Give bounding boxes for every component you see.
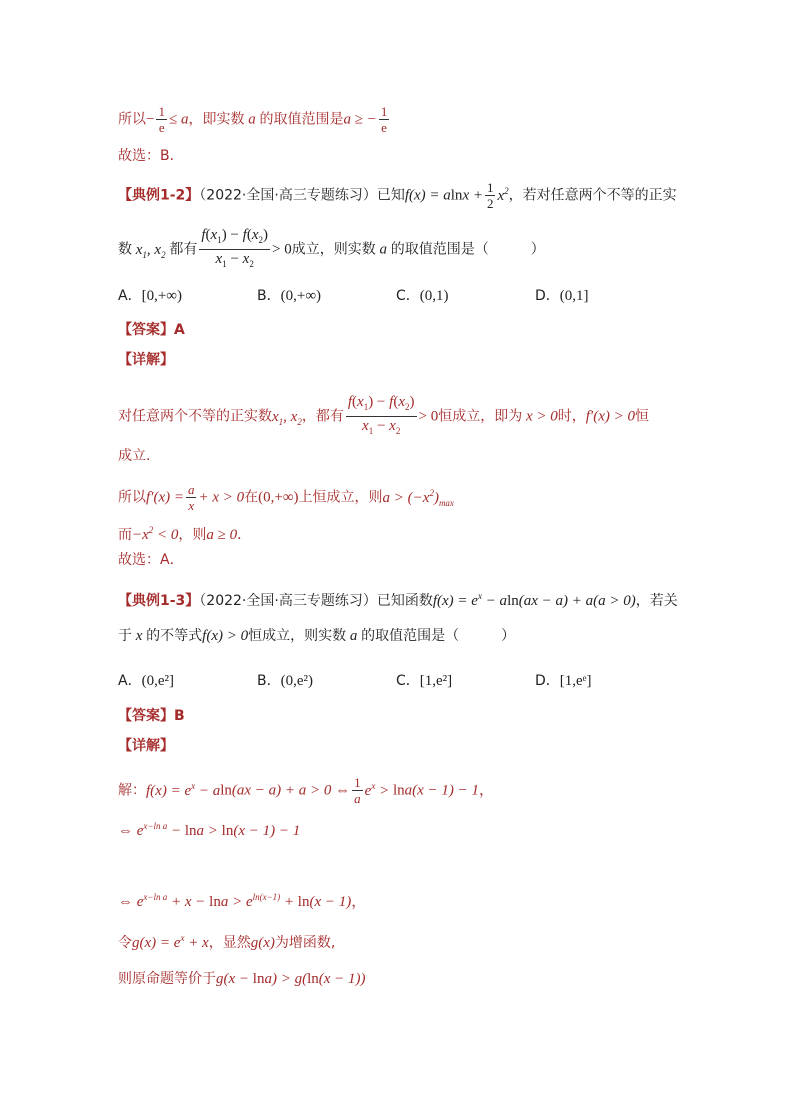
detail-line-1: 对任意两个不等的正实数$x_1$, $x_2$，都有 $\frac{f(x_1) - f(x_2)}{x_1 - x_2}$ > 0恒成立，即为 x > 0时，f′(x) > 0恒 <box>118 394 649 436</box>
detail-label: 【详解】 <box>118 352 174 368</box>
option-b[interactable]: B．(0,+∞) <box>257 288 322 304</box>
solution-line-4: 令$g(x) = e^x + x$，显然g(x)为增函数, <box>118 933 336 951</box>
line-answer-b: 故选：B． <box>118 148 184 164</box>
line-conclusion: 所以− $\frac{1}{e}$ ≤ a，即实数 a 的取值范围是a ≥ − $\frac{1}{e}$ <box>118 104 388 135</box>
detail-line-4: 而$-x^2 < 0$，则a ≥ 0． <box>118 525 252 543</box>
option-d[interactable]: D．(0,1] <box>535 288 589 304</box>
example-1-2-header: 【典例1-2】（2022·全国·高三专题练习）已知f(x) = alnx + $\frac{1}{2}$ $x^2$，若对任意两个不等的正实 <box>118 180 677 211</box>
example-1-3-header: 【典例1-3】（2022·全国·高三专题练习）已知函数$f(x) = e^x - aln(ax - a) + a(a > 0)$，若关 <box>118 591 678 609</box>
option-a[interactable]: A．[0,+∞) <box>118 288 182 304</box>
solution-line-2: ⇔ $e^{x-ln a} - \ln a > \ln(x - 1) - 1$ <box>118 821 301 839</box>
detail-line-3: 所以f′(x) = $\frac{a}{x}$ + x > 0在(0,+∞)上恒成立，则$a > (-x^2)_{max}$ <box>118 482 454 513</box>
option-c[interactable]: C．(0,1) <box>396 288 449 304</box>
solution-line-3: ⇔ $e^{x-ln a} + x - \ln a > e^{ln(x-1)} + \ln(x - 1)$， <box>118 892 367 910</box>
option-b-2[interactable]: B．(0,e²) <box>257 673 314 689</box>
detail-label-2: 【详解】 <box>118 738 174 754</box>
answer-label-2: 【答案】B <box>118 708 185 724</box>
option-d-2[interactable]: D．[1,eᵉ] <box>535 673 592 689</box>
example-1-2-line2: 数 $x_1$, $x_2$ 都有 $\frac{f(x_1) - f(x_2)}{x_1 - x_2}$ > 0成立，则实数 a 的取值范围是（ ） <box>118 227 545 269</box>
solution-line-1: 解：$f(x) = e^x - aln(ax - a) + a > 0$ ⇔ $\frac{1}{a}$ $e^x > \ln a(x - 1) - 1$， <box>118 775 495 806</box>
option-c-2[interactable]: C．[1,e²] <box>396 673 453 689</box>
solution-line-5: 则原命题等价于g(x − lna) > g(ln(x − 1)) <box>118 971 366 987</box>
answer-label: 【答案】A <box>118 322 185 338</box>
detail-line-5: 故选：A． <box>118 552 184 568</box>
option-a-2[interactable]: A．(0,e²] <box>118 673 174 689</box>
example-1-3-line2: 于 x 的不等式f(x) > 0恒成立，则实数 a 的取值范围是（ ） <box>118 628 516 644</box>
detail-line-2: 成立. <box>118 448 151 464</box>
